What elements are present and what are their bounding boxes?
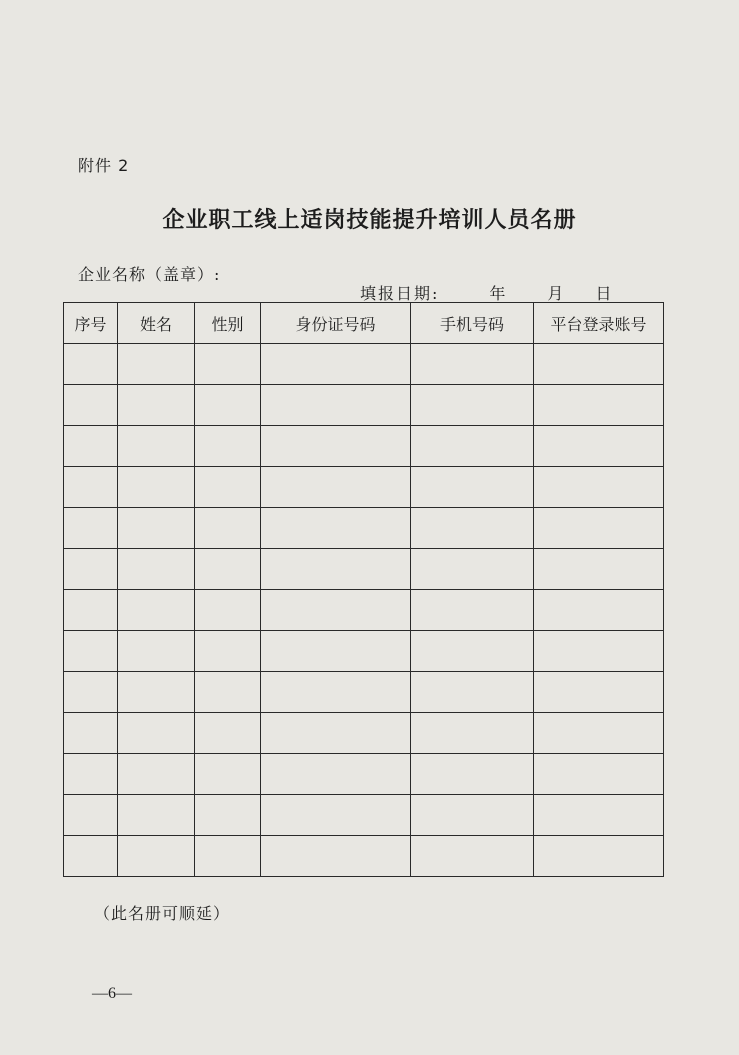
table-cell[interactable] xyxy=(118,754,195,795)
table-cell[interactable] xyxy=(118,795,195,836)
table-cell[interactable] xyxy=(195,795,261,836)
table-cell[interactable] xyxy=(534,508,664,549)
header-platform-account: 平台登录账号 xyxy=(534,303,664,344)
table-cell[interactable] xyxy=(195,426,261,467)
table-cell[interactable] xyxy=(261,836,411,877)
table-cell[interactable] xyxy=(411,754,534,795)
table-cell[interactable] xyxy=(118,467,195,508)
table-cell[interactable] xyxy=(195,631,261,672)
table-cell[interactable] xyxy=(534,836,664,877)
fill-date-year: 年 xyxy=(489,284,508,303)
table-cell[interactable] xyxy=(534,713,664,754)
table-cell[interactable] xyxy=(411,590,534,631)
table-cell[interactable] xyxy=(534,549,664,590)
header-id-number: 身份证号码 xyxy=(261,303,411,344)
table-cell[interactable] xyxy=(534,631,664,672)
fill-date-label: 填报日期: xyxy=(360,284,440,303)
table-cell[interactable] xyxy=(118,549,195,590)
fill-date-month: 月 xyxy=(547,284,566,303)
page-number: —6— xyxy=(92,985,132,1002)
table-cell[interactable] xyxy=(195,549,261,590)
table-cell[interactable] xyxy=(534,344,664,385)
table-cell[interactable] xyxy=(534,590,664,631)
table-cell[interactable] xyxy=(195,836,261,877)
table-cell[interactable] xyxy=(64,836,118,877)
table-row xyxy=(64,754,664,795)
table-cell[interactable] xyxy=(261,426,411,467)
table-cell[interactable] xyxy=(195,467,261,508)
company-name-label: 企业名称（盖章）: xyxy=(78,265,221,284)
table-cell[interactable] xyxy=(261,549,411,590)
table-cell[interactable] xyxy=(64,508,118,549)
table-cell[interactable] xyxy=(64,672,118,713)
fill-date-day: 日 xyxy=(595,284,614,303)
table-cell[interactable] xyxy=(64,385,118,426)
table-cell[interactable] xyxy=(195,385,261,426)
table-cell[interactable] xyxy=(534,795,664,836)
table-cell[interactable] xyxy=(534,385,664,426)
table-cell[interactable] xyxy=(118,344,195,385)
table-row xyxy=(64,385,664,426)
table-row xyxy=(64,713,664,754)
table-cell[interactable] xyxy=(118,426,195,467)
extension-note: （此名册可顺延） xyxy=(94,904,231,923)
table-cell[interactable] xyxy=(261,795,411,836)
table-row xyxy=(64,795,664,836)
table-cell[interactable] xyxy=(411,508,534,549)
table-cell[interactable] xyxy=(118,508,195,549)
table-cell[interactable] xyxy=(534,672,664,713)
table-row xyxy=(64,467,664,508)
table-cell[interactable] xyxy=(118,590,195,631)
table-cell[interactable] xyxy=(261,385,411,426)
table-cell[interactable] xyxy=(534,754,664,795)
document-title: 企业职工线上适岗技能提升培训人员名册 xyxy=(162,207,577,233)
table-cell[interactable] xyxy=(118,385,195,426)
table-cell[interactable] xyxy=(64,467,118,508)
table-cell[interactable] xyxy=(261,344,411,385)
table-cell[interactable] xyxy=(411,836,534,877)
header-gender: 性别 xyxy=(195,303,261,344)
table-cell[interactable] xyxy=(411,467,534,508)
table-cell[interactable] xyxy=(411,713,534,754)
header-name: 姓名 xyxy=(118,303,195,344)
table-cell[interactable] xyxy=(118,631,195,672)
table-cell[interactable] xyxy=(411,795,534,836)
table-cell[interactable] xyxy=(411,385,534,426)
table-cell[interactable] xyxy=(195,508,261,549)
table-cell[interactable] xyxy=(411,344,534,385)
header-phone-number: 手机号码 xyxy=(411,303,534,344)
table-cell[interactable] xyxy=(411,631,534,672)
table-header-row xyxy=(64,303,664,344)
attachment-label: 附件 2 xyxy=(78,156,130,175)
table-cell[interactable] xyxy=(64,344,118,385)
table-cell[interactable] xyxy=(64,795,118,836)
table-cell[interactable] xyxy=(411,549,534,590)
table-cell[interactable] xyxy=(118,836,195,877)
table-cell[interactable] xyxy=(261,713,411,754)
table-row xyxy=(64,549,664,590)
table-row xyxy=(64,508,664,549)
table-row xyxy=(64,426,664,467)
fill-date xyxy=(360,281,613,304)
table-cell[interactable] xyxy=(261,631,411,672)
roster-body xyxy=(64,344,664,877)
table-cell[interactable] xyxy=(118,672,195,713)
table-cell[interactable] xyxy=(195,344,261,385)
table-cell[interactable] xyxy=(534,426,664,467)
table-row xyxy=(64,344,664,385)
table-cell[interactable] xyxy=(195,713,261,754)
table-cell[interactable] xyxy=(195,672,261,713)
table-cell[interactable] xyxy=(195,590,261,631)
header-serial-number: 序号 xyxy=(64,303,118,344)
table-cell[interactable] xyxy=(411,426,534,467)
table-cell[interactable] xyxy=(64,631,118,672)
table-cell[interactable] xyxy=(64,713,118,754)
table-cell[interactable] xyxy=(64,754,118,795)
roster-table xyxy=(63,302,664,877)
table-row xyxy=(64,631,664,672)
table-cell[interactable] xyxy=(411,672,534,713)
table-cell[interactable] xyxy=(261,672,411,713)
table-cell[interactable] xyxy=(64,426,118,467)
table-cell[interactable] xyxy=(64,549,118,590)
table-cell[interactable] xyxy=(64,590,118,631)
table-cell[interactable] xyxy=(534,467,664,508)
table-row xyxy=(64,836,664,877)
table-cell[interactable] xyxy=(261,508,411,549)
table-cell[interactable] xyxy=(261,467,411,508)
table-row xyxy=(64,590,664,631)
table-row xyxy=(64,672,664,713)
table-cell[interactable] xyxy=(261,754,411,795)
table-cell[interactable] xyxy=(118,713,195,754)
table-cell[interactable] xyxy=(195,754,261,795)
table-cell[interactable] xyxy=(261,590,411,631)
